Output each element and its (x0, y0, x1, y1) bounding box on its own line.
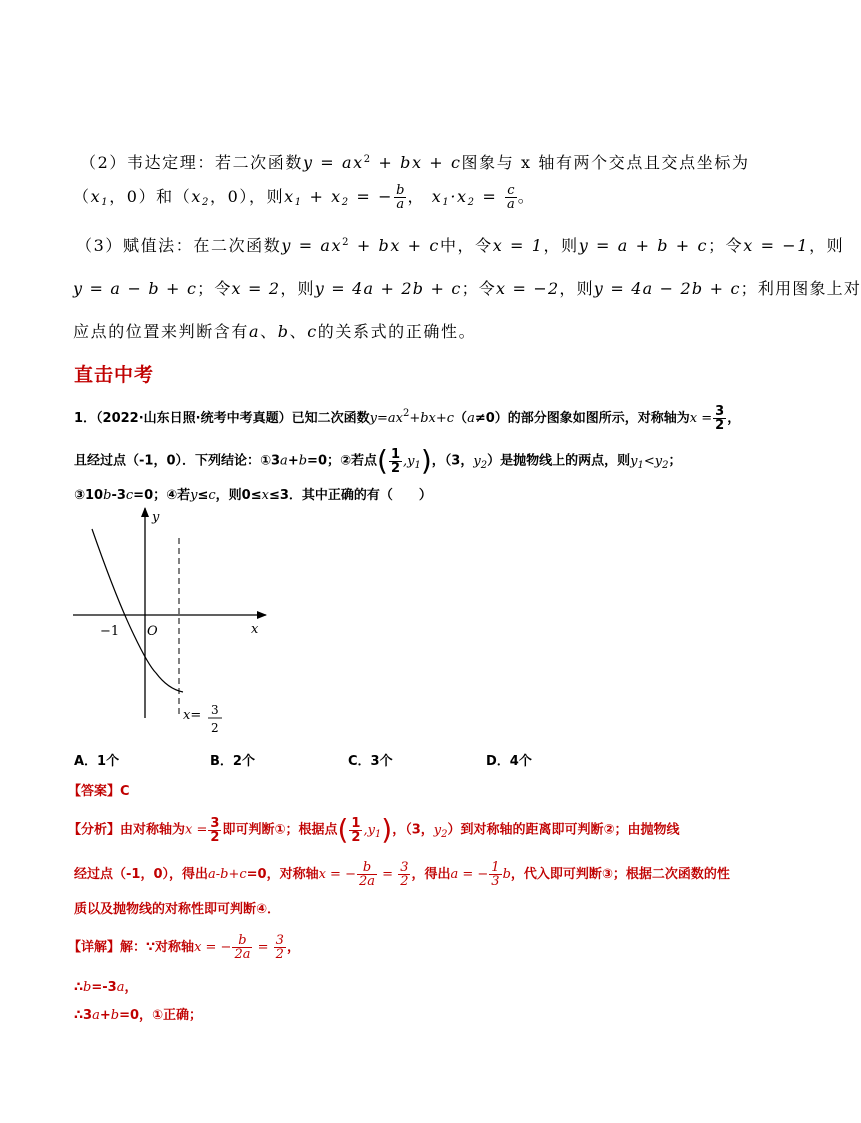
para3-line1 (76, 233, 844, 256)
question-text: ③10 (74, 488, 104, 503)
analysis-text: 由对称轴为 (120, 822, 186, 838)
formula: x = −2 (496, 279, 560, 298)
para2-text: x (521, 153, 532, 172)
para2-text: ，0），则 (209, 187, 285, 206)
para2-text: ，0）和（ (109, 187, 192, 206)
para3-line3 (73, 319, 476, 342)
para3-text: ，则 (559, 279, 594, 298)
fraction-3-2: $\frac{3}{2}$ (715, 404, 725, 433)
symmetry-axis-numerator: 3 (211, 703, 219, 717)
question-text: ，（3， (431, 453, 474, 469)
detail-line3: ∴3a+b=0，①正确； (74, 1008, 203, 1023)
formula: y = a + b + c (578, 236, 709, 255)
neg-one-label: −1 (100, 624, 120, 639)
para3-text: ；利用图象上对 (740, 279, 861, 298)
para2-text: 轴有两个交点且交点坐标为 (538, 153, 750, 172)
var-a: a (249, 322, 261, 341)
para3-text: ；令 (197, 279, 232, 298)
para2-text: ， (407, 187, 426, 206)
para3-text: 中，令 (439, 236, 493, 255)
analysis-label: 【分析】 (68, 822, 121, 838)
para3-text: ；令 (461, 279, 496, 298)
question-text: =0；④若 (133, 488, 191, 503)
question-text: ≤ (197, 488, 209, 503)
para2-text: 图象与 (461, 153, 515, 172)
formula: x = −1 (743, 236, 810, 255)
question-line3: ③10b-3c=0；④若y≤c，则0≤x≤3．其中正确的有（ ） (74, 488, 432, 503)
option-c[interactable]: C．3个 (348, 754, 393, 769)
question-text: 且经过点（-1，0）．下列结论：①3 (74, 453, 281, 469)
question-text: ≤3．其中正确的有（ ） (268, 488, 432, 503)
para3-text: ，则 (280, 279, 315, 298)
y-axis-label: y (152, 510, 160, 525)
section-title: 直击中考 (74, 364, 155, 386)
para3-text: 的关系式的正确性。 (317, 322, 477, 341)
var-c: c (307, 322, 318, 341)
option-d[interactable]: D．4个 (486, 754, 532, 769)
formula: x = 2 (231, 279, 281, 298)
formula: $y = ax^2$ + bx + c (281, 236, 440, 255)
analysis-text: 即可判断①；根据点 (222, 822, 338, 838)
detail-text: + (99, 1008, 111, 1023)
analysis-text: ）到对称轴的距离即可判断②；由抛物线 (447, 822, 680, 838)
symmetry-axis-denominator: 2 (211, 721, 219, 735)
detail-text: ∴3 (74, 1008, 93, 1023)
detail-line1: 【详解】解：∵对称轴x = − $\frac{b}{2a}$ = $\frac{3}{2}$ ， (68, 933, 300, 962)
para3-text: （3）赋值法：在二次函数 (76, 236, 282, 255)
var-a: a (280, 453, 288, 469)
para3-text: ；令 (708, 236, 744, 255)
analysis-text: ，代入即可判断③；根据二次函数的性 (510, 867, 730, 882)
x-axis-label: x (251, 622, 259, 637)
analysis-text: =0，对称轴 (246, 867, 319, 882)
para2-line2 (73, 184, 535, 211)
para2-text: 。 (517, 187, 536, 206)
para3-text: ，则 (809, 236, 845, 255)
detail-text: =0，①正确； (119, 1008, 203, 1023)
answer-value: C (120, 784, 130, 799)
origin-label: O (147, 624, 158, 639)
analysis-text: ，（3， (392, 822, 434, 838)
para3-text: 、 (260, 322, 278, 341)
vieta-product: $x_1\cdot x_2$ = $\frac{c}{a}$ (431, 183, 515, 212)
analysis-line1: 【分析】由对称轴为x = $\frac{3}{2}$ 即可判断①；根据点( $\frac{1}{2}$ $,y_1$)，（3，$y_2$）到对称轴的距离即可判断②；由抛物线 (68, 813, 680, 846)
option-b[interactable]: B．2个 (210, 754, 255, 769)
detail-label: 【详解】 (68, 940, 121, 955)
var-b: b (298, 453, 308, 469)
question-text: ）的部分图象如图所示，对称轴为 (494, 411, 690, 426)
formula: y = 4a + 2b + c (314, 279, 462, 298)
para3-text: ，则 (543, 236, 579, 255)
analysis-text: ，得出 (411, 867, 451, 882)
answer-line (68, 780, 130, 799)
analysis-text: 经过点（-1，0），得出 (74, 867, 208, 882)
x1: $x_1$ (90, 187, 110, 208)
detail-line2: ∴b=-3a， (74, 980, 138, 995)
para3-text: 、 (289, 322, 308, 341)
analysis-line3: 质以及抛物线的对称性即可判断④． (74, 902, 281, 917)
question-text: ）是抛物线上的两点，则 (487, 453, 631, 469)
formula: y = 4a − 2b + c (593, 279, 741, 298)
detail-text: 解：∵对称轴 (120, 940, 195, 955)
question-text: + (287, 453, 299, 469)
question-text: ，则0≤ (215, 488, 262, 503)
formula: x = 1 (492, 236, 544, 255)
question-text: =0；②若点 (307, 453, 377, 469)
para2-text: （ (73, 187, 91, 206)
symmetry-axis-label: x= (183, 708, 202, 723)
para3-text: 应点的位置来判断含有 (73, 322, 250, 341)
detail-text: ∴ (74, 980, 84, 995)
quadratic-formula: $y = ax^2$ + bx + c (302, 153, 462, 172)
parabola-curve (92, 529, 183, 692)
para2-line1 (80, 150, 750, 173)
formula: $y=ax^2+bx+c$ (369, 408, 455, 426)
detail-text: =-3 (91, 980, 117, 995)
analysis-line2: 经过点（-1，0），得出a-b+c=0，对称轴x = − $\frac{b}{2a}$ = $\frac{3}{2}$ ，得出a = − $\frac{1}{3}$ b，代入即可判断③；根据二次函数的性 (74, 860, 730, 889)
x2: $x_2$ (191, 187, 210, 208)
parabola-graph (70, 505, 280, 740)
vieta-sum: $x_1 + x_2$ = − $\frac{b}{a}$ (284, 183, 405, 212)
formula: x = (689, 411, 713, 426)
var-b: b (277, 322, 290, 341)
option-a[interactable]: A．1个 (74, 754, 120, 769)
question-text: （ (454, 411, 468, 426)
formula: a (467, 411, 475, 426)
formula: y = a − b + c (73, 279, 198, 298)
para3-line2 (73, 276, 861, 299)
question-line2: 且经过点（-1，0）．下列结论：①3a+b=0；②若点( $\frac{1}{2}$ $,y_1$)，（3，$y_2$）是抛物线上的两点，则$y_1<y_2$； (74, 444, 682, 477)
fraction-1-2: $\frac{1}{2}$ (390, 446, 400, 476)
question-line1: 1．（2022·山东日照·统考中考真题）已知二次函数$y=ax^2+bx+c(a\ne 0)$的部分图象如图所示，对称轴为x = $\frac{3}{2}$ ， (74, 404, 741, 433)
para2-text: （2）韦达定理：若二次函数 (80, 153, 303, 172)
question-text: -3 (111, 488, 126, 503)
question-text: 1．（2022·山东日照·统考中考真题）已知二次函数 (74, 411, 370, 426)
answer-label: 【答案】 (68, 784, 121, 799)
